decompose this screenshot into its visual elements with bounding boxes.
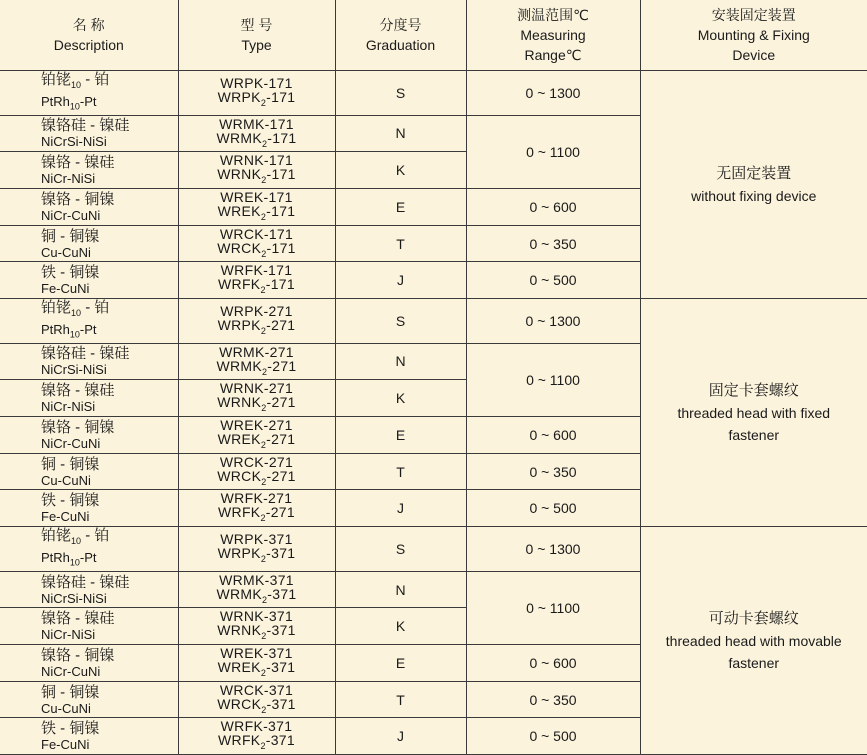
type-cell [178,417,335,454]
description-zh: 铜 - 铜镍 [41,684,178,701]
description-zh: 镍铬硅 - 镍硅 [41,117,178,134]
range-cell: 0 ~ 1300 [466,71,640,116]
description-en: NiCr-CuNi [41,664,178,679]
type-code-duplex: $WRCK_2-271$ [179,469,335,489]
type-code: WREK-371 [179,646,335,660]
description-zh: 铁 - 铜镍 [41,264,178,281]
graduation-cell: K [335,608,466,645]
header-mounting-zh: 安装固定装置 [641,5,867,25]
type-cell [178,718,335,755]
description-en: NiCr-CuNi [41,208,178,223]
type-code-duplex: $WRNK_2-371$ [179,623,335,643]
range-cell: 0 ~ 1300 [466,527,640,572]
graduation-cell: N [335,571,466,608]
type-code: WRCK-271 [179,455,335,469]
mounting-en2: fastener [641,424,867,446]
header-type-zh: 型 号 [179,15,335,35]
type-cell [178,152,335,189]
header-mounting-en1: Mounting & Fixing [641,25,867,45]
header-graduation [335,0,466,71]
type-code-duplex: $WRFK_2-371$ [179,733,335,753]
range-cell: 0 ~ 500 [466,262,640,299]
range-cell: 0 ~ 500 [466,490,640,527]
table-body [0,71,867,755]
mounting-cell [640,71,867,299]
mounting-en1: without fixing device [641,185,867,207]
type-code-duplex: $WRFK_2-171$ [179,277,335,297]
type-code-duplex: $WRFK_2-271$ [179,505,335,525]
header-mounting [640,0,867,71]
table-row [0,527,867,572]
type-code: WRNK-371 [179,609,335,623]
graduation-cell: K [335,152,466,189]
description-cell [0,299,178,344]
type-code: WRCK-171 [179,227,335,241]
graduation-cell: E [335,188,466,225]
graduation-cell: T [335,681,466,718]
type-code-duplex: $WRPK_2-271$ [179,318,335,338]
range-cell: 0 ~ 600 [466,188,640,225]
description-cell [0,417,178,454]
graduation-cell: S [335,71,466,116]
description-zh: 镍铬 - 镍硅 [41,154,178,171]
header-range-zh: 测温范围℃ [467,5,640,25]
description-zh: 镍铬 - 镍硅 [41,610,178,627]
type-cell [178,343,335,380]
range-cell: 0 ~ 1100 [466,115,640,188]
type-code-duplex: $WRNK_2-171$ [179,167,335,187]
description-cell [0,380,178,417]
header-range-en1: Measuring [467,25,640,45]
graduation-cell: E [335,645,466,682]
description-en: PtRh$_{10}$-Pt [41,550,178,571]
description-zh: 镍铬 - 镍硅 [41,382,178,399]
description-zh: 铁 - 铜镍 [41,492,178,509]
range-cell: 0 ~ 350 [466,681,640,718]
type-cell [178,571,335,608]
header-graduation-zh: 分度号 [336,15,466,35]
description-en: Cu-CuNi [41,473,178,488]
description-en: Cu-CuNi [41,701,178,716]
graduation-cell: J [335,262,466,299]
type-code-duplex: $WREK_2-371$ [179,660,335,680]
range-cell: 0 ~ 600 [466,417,640,454]
description-en: Fe-CuNi [41,281,178,296]
type-cell [178,115,335,152]
description-zh: 铂铑$_{10}$ - 铂 [41,299,178,322]
mounting-zh: 固定卡套螺纹 [641,380,867,402]
header-range [466,0,640,71]
type-cell [178,299,335,344]
type-cell [178,225,335,262]
graduation-cell: S [335,527,466,572]
description-cell [0,681,178,718]
mounting-en1: threaded head with fixed [641,402,867,424]
type-code-duplex: $WRMK_2-371$ [179,587,335,607]
description-en: PtRh$_{10}$-Pt [41,322,178,343]
range-cell: 0 ~ 350 [466,225,640,262]
description-en: Fe-CuNi [41,509,178,524]
description-zh: 镍铬 - 铜镍 [41,191,178,208]
description-cell [0,571,178,608]
type-code: WRFK-371 [179,719,335,733]
type-cell [178,681,335,718]
description-zh: 铜 - 铜镍 [41,456,178,473]
description-en: NiCr-NiSi [41,627,178,642]
header-description-zh: 名 称 [0,15,178,35]
description-cell [0,343,178,380]
description-zh: 镍铬 - 铜镍 [41,647,178,664]
type-code: WRNK-171 [179,153,335,167]
type-cell [178,262,335,299]
mounting-cell [640,527,867,755]
description-en: NiCrSi-NiSi [41,591,178,606]
type-cell [178,608,335,645]
graduation-cell: T [335,453,466,490]
type-code: WRFK-271 [179,491,335,505]
description-cell [0,453,178,490]
header-description [0,0,178,71]
type-code: WREK-271 [179,418,335,432]
description-zh: 铂铑$_{10}$ - 铂 [41,71,178,94]
description-cell [0,608,178,645]
type-code: WRPK-371 [179,532,335,546]
type-code: WRPK-271 [179,304,335,318]
range-cell: 0 ~ 1100 [466,571,640,644]
header-graduation-en: Graduation [336,35,466,55]
range-cell: 0 ~ 600 [466,645,640,682]
mounting-cell [640,299,867,527]
type-code: WREK-171 [179,190,335,204]
type-code: WRNK-271 [179,381,335,395]
graduation-cell: N [335,343,466,380]
table-row [0,71,867,116]
range-cell: 0 ~ 1300 [466,299,640,344]
description-cell [0,115,178,152]
type-code-duplex: $WRCK_2-371$ [179,697,335,717]
type-code: WRFK-171 [179,263,335,277]
description-cell [0,71,178,116]
description-en: NiCr-NiSi [41,171,178,186]
graduation-cell: K [335,380,466,417]
graduation-cell: T [335,225,466,262]
type-code-duplex: $WRPK_2-371$ [179,546,335,566]
type-cell [178,188,335,225]
graduation-cell: N [335,115,466,152]
header-mounting-en2: Device [641,45,867,65]
type-cell [178,645,335,682]
graduation-cell: J [335,490,466,527]
type-code: WRMK-171 [179,117,335,131]
description-zh: 镍铬硅 - 镍硅 [41,574,178,591]
type-code: WRMK-271 [179,345,335,359]
type-cell [178,71,335,116]
type-code-duplex: $WREK_2-271$ [179,432,335,452]
header-type [178,0,335,71]
type-code-duplex: $WRMK_2-271$ [179,359,335,379]
description-en: NiCrSi-NiSi [41,134,178,149]
type-cell [178,527,335,572]
type-code: WRMK-371 [179,573,335,587]
type-cell [178,380,335,417]
type-code-duplex: $WRMK_2-171$ [179,131,335,151]
description-zh: 铁 - 铜镍 [41,720,178,737]
description-en: NiCr-CuNi [41,436,178,451]
graduation-cell: E [335,417,466,454]
description-zh: 铂铑$_{10}$ - 铂 [41,527,178,550]
mounting-en1: threaded head with movable [641,630,867,652]
graduation-cell: J [335,718,466,755]
mounting-zh: 无固定装置 [641,163,867,185]
range-cell: 0 ~ 1100 [466,343,640,416]
description-cell [0,490,178,527]
header-description-en: Description [0,35,178,55]
description-zh: 镍铬 - 铜镍 [41,419,178,436]
description-cell [0,527,178,572]
description-cell [0,645,178,682]
type-cell [178,490,335,527]
table-row [0,299,867,344]
description-en: Fe-CuNi [41,737,178,752]
description-en: PtRh$_{10}$-Pt [41,94,178,115]
type-code: WRCK-371 [179,683,335,697]
description-cell [0,262,178,299]
description-zh: 铜 - 铜镍 [41,228,178,245]
header-range-en2: Range℃ [467,45,640,65]
description-en: Cu-CuNi [41,245,178,260]
mounting-zh: 可动卡套螺纹 [641,608,867,630]
description-cell [0,188,178,225]
type-code-duplex: $WRCK_2-171$ [179,241,335,261]
type-code-duplex: $WREK_2-171$ [179,204,335,224]
description-en: NiCr-NiSi [41,399,178,414]
range-cell: 0 ~ 500 [466,718,640,755]
type-code-duplex: $WRNK_2-271$ [179,395,335,415]
description-cell [0,152,178,189]
description-zh: 镍铬硅 - 镍硅 [41,345,178,362]
type-code: WRPK-171 [179,76,335,90]
description-cell [0,718,178,755]
description-en: NiCrSi-NiSi [41,362,178,377]
description-cell [0,225,178,262]
type-code-duplex: $WRPK_2-171$ [179,90,335,110]
header-type-en: Type [179,35,335,55]
range-cell: 0 ~ 350 [466,453,640,490]
header-row [0,0,867,71]
graduation-cell: S [335,299,466,344]
mounting-en2: fastener [641,652,867,674]
type-cell [178,453,335,490]
